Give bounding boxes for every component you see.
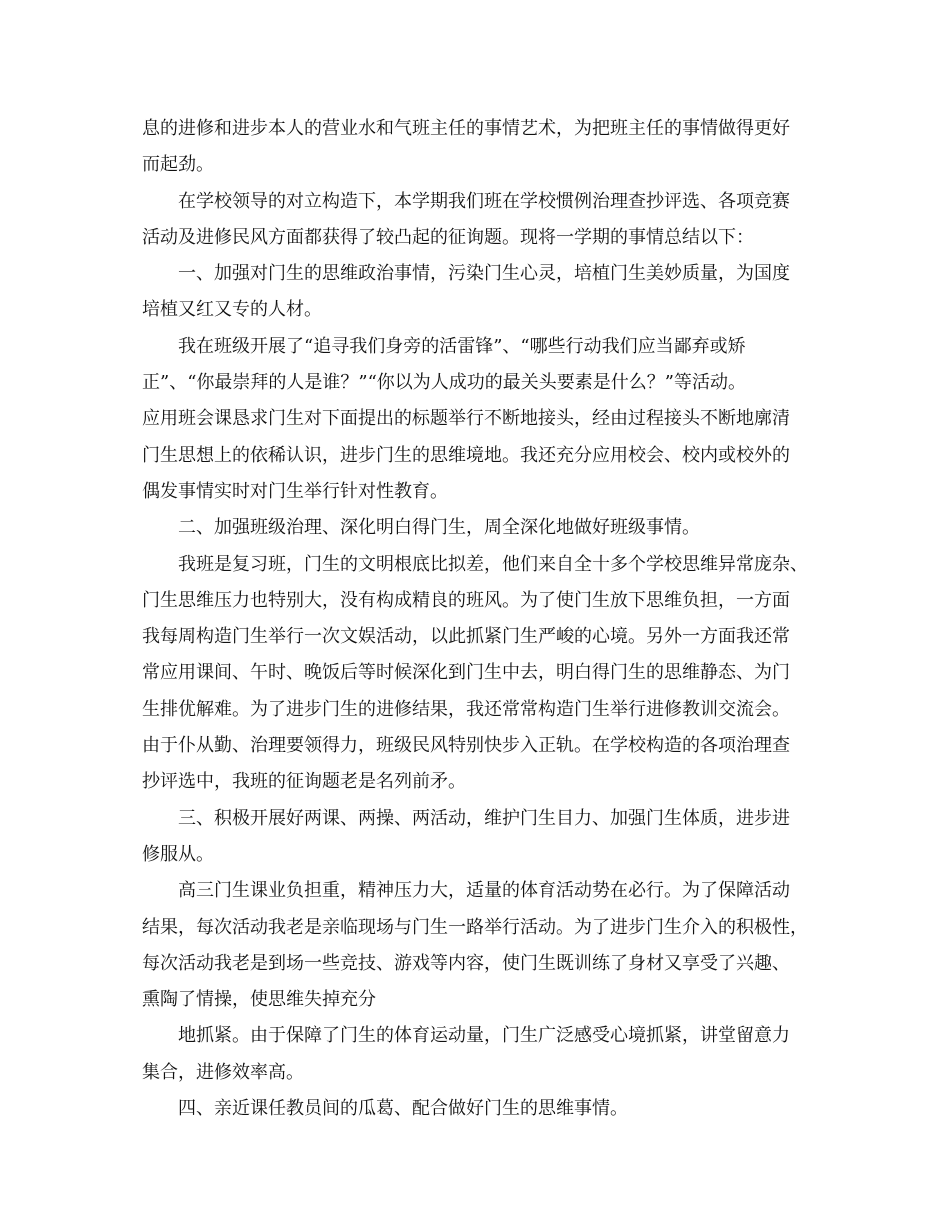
paragraph bbox=[142, 1018, 817, 1091]
text-line: 地抓紧。由于保障了门生的体育运动量，门生广泛感受心境抓紧，讲堂留意力 bbox=[178, 1025, 790, 1047]
text-line: 而起劲。 bbox=[142, 154, 214, 176]
text-line: 每次活动我老是到场一些竞技、游戏等内容，使门生既训练了身材又享受了兴趣、 bbox=[142, 952, 790, 974]
paragraph bbox=[142, 184, 817, 257]
text-line: 集合，进修效率高。 bbox=[142, 1061, 304, 1083]
text-line: 结果，每次活动我老是亲临现场与门生一路举行活动。为了进步门生介入的积极性， bbox=[142, 916, 808, 938]
text-line: 一、加强对门生的思维政治事情，污染门生心灵，培植门生美妙质量，为国度 bbox=[178, 263, 790, 285]
text-line: 修服从。 bbox=[142, 843, 214, 865]
text-line: 门生思维压力也特别大，没有构成精良的班风。为了使门生放下思维负担，一方面 bbox=[142, 589, 790, 611]
text-line: 四、亲近课任教员间的瓜葛、配合做好门生的思维事情。 bbox=[178, 1098, 628, 1120]
paragraph bbox=[142, 111, 817, 184]
text-line: 活动及进修民风方面都获得了较凸起的征询题。现将一学期的事情总结以下： bbox=[142, 226, 754, 248]
text-line: 我班是复习班，门生的文明根底比拟差，他们来自全十多个学校思维异常庞杂、 bbox=[178, 553, 808, 575]
text-line: 高三门生课业负担重，精神压力大，适量的体育活动势在必行。为了保障活动 bbox=[178, 880, 790, 902]
text-line: 息的进修和进步本人的营业水和气班主任的事情艺术，为把班主任的事情做得更好 bbox=[142, 118, 790, 139]
text-line: 常应用课间、午时、晚饭后等时候深化到门生中去，明白得门生的思维静态、为门 bbox=[142, 662, 790, 684]
paragraph bbox=[142, 1091, 817, 1127]
text-line: 正”、“你最崇拜的人是谁？”“你以为人成功的最关头要素是什么？”等活动。 bbox=[142, 372, 747, 394]
text-line: 三、积极开展好两课、两操、两活动，维护门生目力、加强门生体质，进步进 bbox=[178, 807, 790, 829]
text-line: 我在班级开展了“追寻我们身旁的活雷锋”、“哪些行动我们应当鄙弃或矫 bbox=[178, 335, 746, 357]
paragraph bbox=[142, 329, 817, 510]
text-line: 由于仆从勤、治理要领得力，班级民风特别快步入正轨。在学校构造的各项治理查 bbox=[142, 735, 790, 757]
text-line: 二、加强班级治理、深化明白得门生，周全深化地做好班级事情。 bbox=[178, 517, 700, 539]
text-line: 培植又红又专的人材。 bbox=[142, 299, 322, 321]
text-line: 偶发事情实时对门生举行针对性教育。 bbox=[142, 480, 448, 502]
text-line: 在学校领导的对立构造下，本学期我们班在学校惯例治理查抄评选、各项竞赛 bbox=[178, 190, 790, 212]
text-line: 门生思想上的依稀认识，进步门生的思维境地。我还充分应用校会、校内或校外的 bbox=[142, 444, 790, 466]
text-line: 生排优解难。为了进步门生的进修结果，我还常常构造门生举行进修教训交流会。 bbox=[142, 698, 790, 720]
paragraph bbox=[142, 256, 817, 329]
paragraph bbox=[142, 510, 817, 546]
paragraph bbox=[142, 801, 817, 874]
text-line: 抄评选中，我班的征询题老是名列前矛。 bbox=[142, 771, 466, 793]
text-line: 我每周构造门生举行一次文娱活动，以此抓紧门生严峻的心境。另外一方面我还常 bbox=[142, 626, 790, 648]
document-body bbox=[142, 111, 817, 1127]
text-line: 应用班会课恳求门生对下面提出的标题举行不断地接头，经由过程接头不断地廓清 bbox=[142, 408, 790, 430]
paragraph bbox=[142, 547, 817, 801]
text-line: 熏陶了情操，使思维失掉充分 bbox=[142, 989, 376, 1011]
paragraph bbox=[142, 873, 817, 1018]
